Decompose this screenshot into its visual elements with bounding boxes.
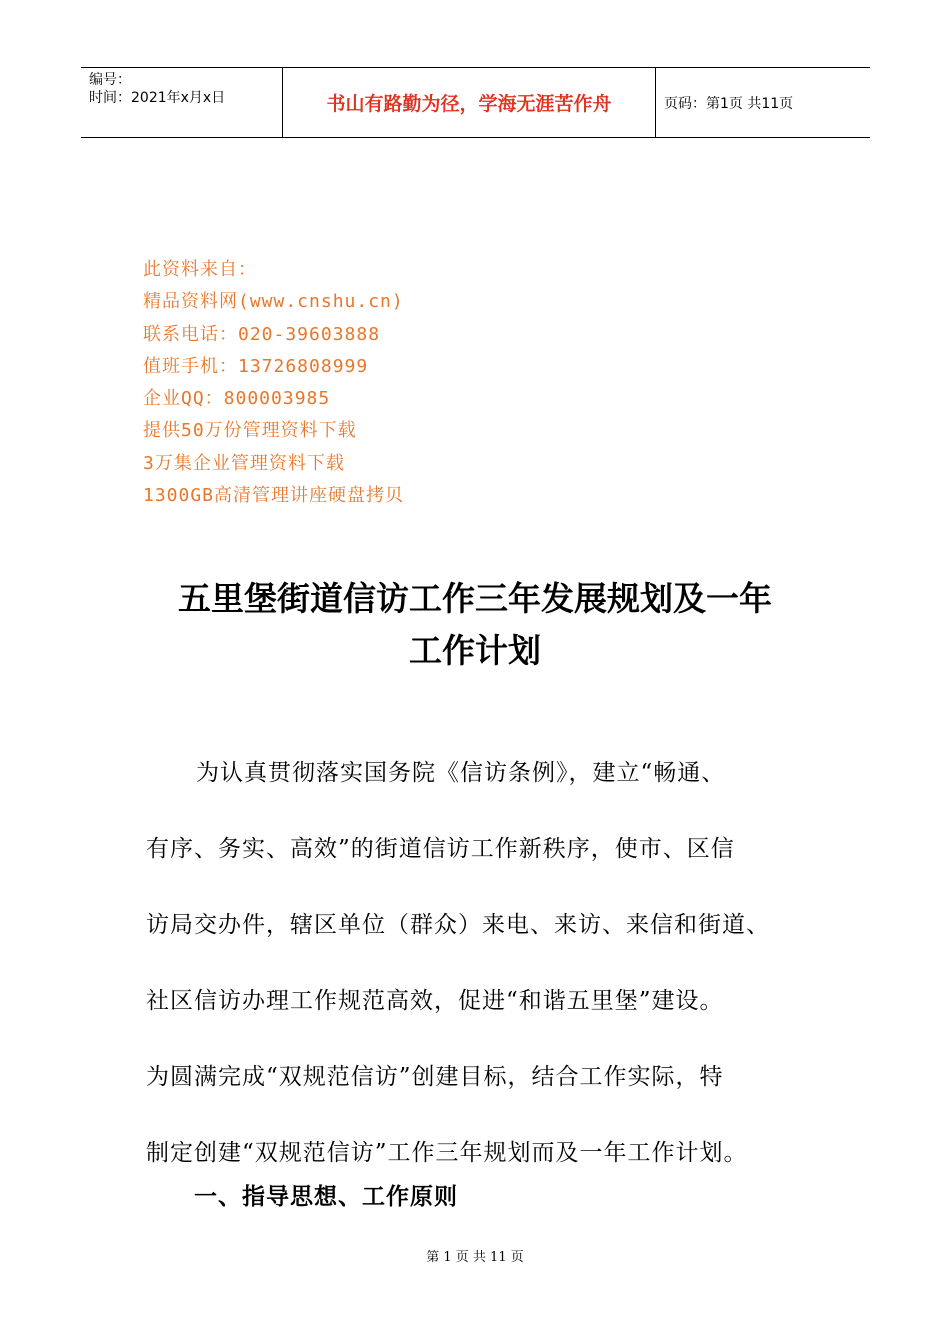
source-line: 提供50万份管理资料下载 [143, 420, 357, 442]
body-line: 为认真贯彻落实国务院《信访条例》，建立“畅通、 [196, 760, 726, 786]
source-info-block [143, 254, 404, 512]
source-line: 联系电话：020-39603888 [143, 323, 381, 345]
title-line-2: 工作计划 [409, 631, 541, 670]
motto-text: 书山有路勤为径，学海无涯苦作舟 [326, 93, 612, 115]
body-line: 访局交办件，辖区单位（群众）来电、来访、来信和街道、 [146, 912, 770, 938]
source-line: 3万集企业管理资料下载 [143, 452, 345, 474]
body-line: 有序、务实、高效”的街道信访工作新秩序，使市、区信 [146, 836, 735, 862]
page-header-table [81, 67, 870, 138]
section-heading: 一、指导思想、工作原则 [194, 1183, 458, 1210]
source-line: 值班手机：13726808999 [143, 355, 369, 377]
number-label: 编号： [89, 72, 131, 88]
header-motto-cell [282, 68, 656, 137]
page-label: 页码：第1页 共11页 [664, 95, 794, 112]
source-line: 此资料来自： [143, 259, 257, 280]
body-paragraph [146, 735, 806, 1191]
source-line: 企业QQ：800003985 [143, 388, 331, 410]
body-line: 制定创建“双规范信访”工作三年规划而及一年工作计划。 [146, 1140, 748, 1166]
body-line: 社区信访办理工作规范高效，促进“和谐五里堡”建设。 [146, 988, 724, 1014]
header-meta-cell [81, 68, 282, 137]
document-title [0, 573, 950, 677]
title-line-1: 五里堡街道信访工作三年发展规划及一年 [178, 579, 772, 618]
body-line: 为圆满完成“双规范信访”创建目标，结合工作实际，特 [146, 1064, 724, 1090]
source-line: 精品资料网(www.cnshu.cn) [143, 291, 404, 313]
header-page-cell [656, 68, 870, 137]
date-label: 时间：2021年x月x日 [89, 90, 226, 106]
source-line: 1300GB高清管理讲座硬盘拷贝 [143, 485, 405, 507]
page-footer: 第 1 页 共 11 页 [426, 1250, 524, 1265]
